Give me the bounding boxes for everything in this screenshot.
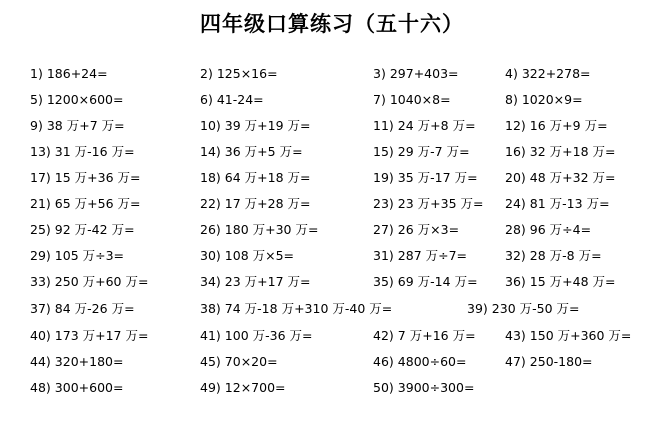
problem-item bbox=[30, 222, 135, 238]
problem-number: 4) bbox=[505, 66, 518, 81]
problem-item bbox=[505, 248, 602, 264]
problem-number: 21) bbox=[30, 196, 51, 211]
problem-expression: 1200×600= bbox=[46, 92, 124, 107]
problem-number: 5) bbox=[30, 92, 43, 107]
problem-item bbox=[30, 118, 125, 134]
problem-number: 1) bbox=[30, 66, 43, 81]
problem-number: 3) bbox=[373, 66, 386, 81]
problem-item bbox=[30, 66, 108, 82]
problem-number: 34) bbox=[200, 274, 221, 289]
problem-expression: 173 万+17 万= bbox=[54, 328, 149, 343]
problem-number: 44) bbox=[30, 354, 51, 369]
problem-item bbox=[200, 274, 311, 290]
problem-expression: 23 万+35 万= bbox=[397, 196, 484, 211]
problem-number: 43) bbox=[505, 328, 526, 343]
problem-number: 20) bbox=[505, 170, 526, 185]
problem-expression: 29 万-7 万= bbox=[397, 144, 470, 159]
problem-expression: 39 万+19 万= bbox=[224, 118, 311, 133]
problem-expression: 92 万-42 万= bbox=[54, 222, 135, 237]
problem-item bbox=[30, 301, 135, 317]
problem-number: 36) bbox=[505, 274, 526, 289]
problem-number: 10) bbox=[200, 118, 221, 133]
problem-item bbox=[30, 170, 141, 186]
problem-expression: 250 万+60 万= bbox=[54, 274, 149, 289]
problem-expression: 24 万+8 万= bbox=[397, 118, 476, 133]
problem-item bbox=[505, 274, 616, 290]
problem-item bbox=[505, 328, 631, 344]
problem-number: 27) bbox=[373, 222, 394, 237]
problem-number: 49) bbox=[200, 380, 221, 395]
problem-item bbox=[505, 66, 591, 82]
problem-item bbox=[505, 222, 591, 238]
problem-number: 48) bbox=[30, 380, 51, 395]
problem-number: 2) bbox=[200, 66, 213, 81]
problem-expression: 69 万-14 万= bbox=[397, 274, 478, 289]
problem-expression: 81 万-13 万= bbox=[529, 196, 610, 211]
problem-item bbox=[373, 222, 459, 238]
problem-expression: 70×20= bbox=[224, 354, 278, 369]
problem-expression: 320+180= bbox=[54, 354, 124, 369]
problem-item bbox=[373, 66, 459, 82]
problem-number: 9) bbox=[30, 118, 43, 133]
problem-expression: 36 万+5 万= bbox=[224, 144, 303, 159]
problem-item bbox=[505, 170, 616, 186]
problem-item bbox=[505, 118, 608, 134]
problem-expression: 300+600= bbox=[54, 380, 124, 395]
problem-number: 19) bbox=[373, 170, 394, 185]
problem-number: 25) bbox=[30, 222, 51, 237]
problem-number: 7) bbox=[373, 92, 386, 107]
problem-number: 31) bbox=[373, 248, 394, 263]
problem-expression: 28 万-8 万= bbox=[529, 248, 602, 263]
problem-number: 18) bbox=[200, 170, 221, 185]
problem-item bbox=[30, 196, 141, 212]
problem-number: 45) bbox=[200, 354, 221, 369]
problem-item bbox=[373, 144, 470, 160]
problem-number: 47) bbox=[505, 354, 526, 369]
problem-item bbox=[373, 118, 476, 134]
problem-expression: 250-180= bbox=[529, 354, 593, 369]
problem-number: 42) bbox=[373, 328, 394, 343]
problem-expression: 125×16= bbox=[216, 66, 278, 81]
problem-item bbox=[373, 248, 467, 264]
problem-expression: 16 万+9 万= bbox=[529, 118, 608, 133]
problem-expression: 38 万+7 万= bbox=[46, 118, 125, 133]
problem-item bbox=[30, 274, 148, 290]
problem-number: 38) bbox=[200, 301, 221, 316]
problem-item bbox=[30, 354, 123, 370]
problem-item bbox=[30, 380, 123, 396]
problem-expression: 230 万-50 万= bbox=[491, 301, 580, 316]
problem-number: 30) bbox=[200, 248, 221, 263]
problem-number: 11) bbox=[373, 118, 394, 133]
problem-item bbox=[505, 144, 616, 160]
problem-number: 8) bbox=[505, 92, 518, 107]
problem-expression: 96 万÷4= bbox=[529, 222, 592, 237]
problem-expression: 64 万+18 万= bbox=[224, 170, 311, 185]
problem-expression: 17 万+28 万= bbox=[224, 196, 311, 211]
problem-expression: 48 万+32 万= bbox=[529, 170, 616, 185]
problem-number: 50) bbox=[373, 380, 394, 395]
problem-item bbox=[373, 380, 474, 396]
problem-number: 13) bbox=[30, 144, 51, 159]
problem-item bbox=[505, 354, 593, 370]
problem-item bbox=[373, 274, 478, 290]
problem-number: 40) bbox=[30, 328, 51, 343]
problem-expression: 105 万÷3= bbox=[54, 248, 125, 263]
problem-expression: 100 万-36 万= bbox=[224, 328, 313, 343]
problem-number: 15) bbox=[373, 144, 394, 159]
problem-item bbox=[30, 92, 123, 108]
worksheet-title: 四年级口算练习（五十六） bbox=[200, 11, 464, 36]
problem-expression: 31 万-16 万= bbox=[54, 144, 135, 159]
problem-number: 28) bbox=[505, 222, 526, 237]
problem-item bbox=[200, 222, 318, 238]
problem-expression: 84 万-26 万= bbox=[54, 301, 135, 316]
problem-expression: 186+24= bbox=[46, 66, 108, 81]
problem-expression: 3900÷300= bbox=[397, 380, 475, 395]
problem-item bbox=[505, 92, 583, 108]
problem-expression: 41-24= bbox=[216, 92, 264, 107]
problem-item bbox=[200, 248, 294, 264]
problem-expression: 4800÷60= bbox=[397, 354, 467, 369]
problem-expression: 297+403= bbox=[389, 66, 459, 81]
problem-expression: 108 万×5= bbox=[224, 248, 295, 263]
problem-item bbox=[373, 328, 476, 344]
problem-expression: 35 万-17 万= bbox=[397, 170, 478, 185]
problem-number: 12) bbox=[505, 118, 526, 133]
problem-expression: 1020×9= bbox=[521, 92, 583, 107]
problem-number: 29) bbox=[30, 248, 51, 263]
problem-item bbox=[373, 354, 466, 370]
problem-expression: 15 万+48 万= bbox=[529, 274, 616, 289]
problem-expression: 7 万+16 万= bbox=[397, 328, 476, 343]
problem-number: 16) bbox=[505, 144, 526, 159]
problem-item bbox=[30, 328, 148, 344]
problem-item bbox=[200, 301, 392, 317]
problem-item bbox=[467, 301, 580, 317]
problem-expression: 74 万-18 万+310 万-40 万= bbox=[224, 301, 393, 316]
problem-item bbox=[30, 248, 124, 264]
problem-number: 26) bbox=[200, 222, 221, 237]
problem-item bbox=[200, 328, 313, 344]
problem-item bbox=[30, 144, 135, 160]
problem-expression: 12×700= bbox=[224, 380, 286, 395]
problem-item bbox=[200, 92, 264, 108]
problem-number: 46) bbox=[373, 354, 394, 369]
problem-number: 39) bbox=[467, 301, 488, 316]
problem-number: 33) bbox=[30, 274, 51, 289]
problem-item bbox=[200, 380, 286, 396]
problem-expression: 32 万+18 万= bbox=[529, 144, 616, 159]
problem-expression: 65 万+56 万= bbox=[54, 196, 141, 211]
problem-item bbox=[200, 196, 311, 212]
problem-number: 17) bbox=[30, 170, 51, 185]
problem-item bbox=[200, 118, 311, 134]
problem-number: 23) bbox=[373, 196, 394, 211]
problem-item bbox=[200, 170, 311, 186]
problem-expression: 180 万+30 万= bbox=[224, 222, 319, 237]
problem-expression: 287 万÷7= bbox=[397, 248, 468, 263]
problem-item bbox=[373, 92, 451, 108]
problem-item bbox=[200, 354, 278, 370]
problem-expression: 150 万+360 万= bbox=[529, 328, 632, 343]
problem-expression: 1040×8= bbox=[389, 92, 451, 107]
problem-number: 41) bbox=[200, 328, 221, 343]
problem-item bbox=[200, 66, 278, 82]
problem-expression: 23 万+17 万= bbox=[224, 274, 311, 289]
problem-expression: 15 万+36 万= bbox=[54, 170, 141, 185]
problem-number: 22) bbox=[200, 196, 221, 211]
problem-item bbox=[505, 196, 610, 212]
problem-expression: 26 万×3= bbox=[397, 222, 460, 237]
problem-number: 6) bbox=[200, 92, 213, 107]
problem-item bbox=[200, 144, 303, 160]
problem-expression: 322+278= bbox=[521, 66, 591, 81]
problem-item bbox=[373, 196, 484, 212]
problem-item bbox=[373, 170, 478, 186]
problem-number: 35) bbox=[373, 274, 394, 289]
problem-number: 37) bbox=[30, 301, 51, 316]
problem-number: 14) bbox=[200, 144, 221, 159]
problem-number: 32) bbox=[505, 248, 526, 263]
problem-number: 24) bbox=[505, 196, 526, 211]
